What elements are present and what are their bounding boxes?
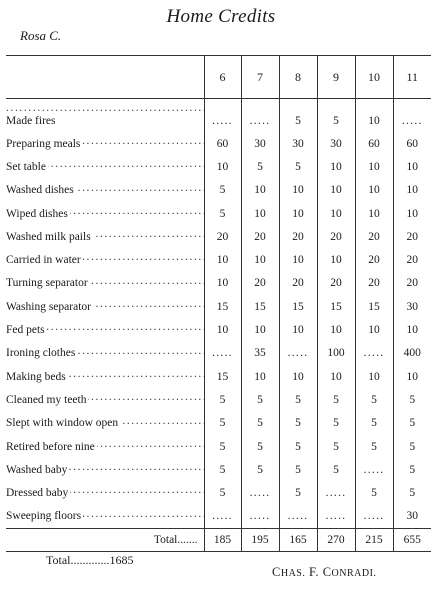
table-row	[6, 248, 431, 271]
table-row	[6, 412, 431, 435]
page-title: Home Credits	[166, 6, 276, 27]
table-row	[6, 99, 431, 133]
column-header: 8	[279, 56, 317, 99]
row-label: Sweeping floors .....	[6, 505, 204, 529]
table-cell: 5	[279, 458, 317, 481]
table-cell: .....	[317, 481, 355, 504]
table-cell: 10	[393, 155, 431, 178]
table-cell: 10	[279, 318, 317, 341]
table-cell: 5	[241, 435, 279, 458]
table-cell: 5	[204, 435, 241, 458]
header-blank	[6, 56, 204, 99]
table-row	[6, 481, 431, 504]
table-cell: 5	[204, 458, 241, 481]
column-header: 6	[204, 56, 241, 99]
table-cell: 60	[393, 132, 431, 155]
table-cell: 30	[279, 132, 317, 155]
total-cell: 185	[204, 529, 241, 552]
table-row	[6, 155, 431, 178]
table-cell: 10	[204, 155, 241, 178]
table-cell: 15	[279, 295, 317, 318]
table-cell: .....	[204, 342, 241, 365]
table-cell: 10	[279, 248, 317, 271]
table-cell: 5	[204, 179, 241, 202]
table-cell: .....	[241, 505, 279, 529]
grand-total-value: 1685	[109, 553, 134, 567]
table-row	[6, 132, 431, 155]
table-cell: .....	[279, 342, 317, 365]
signature: CHAS. F. CONRADI.	[272, 565, 377, 579]
table-cell: 15	[317, 295, 355, 318]
table-cell: 5	[241, 388, 279, 411]
table-row	[6, 505, 431, 529]
table-cell: 20	[204, 225, 241, 248]
total-row	[6, 529, 431, 552]
table-row	[6, 342, 431, 365]
header-row	[6, 56, 431, 99]
table-cell: 20	[355, 248, 393, 271]
table-cell: .....	[355, 505, 393, 529]
table-cell: 400	[393, 342, 431, 365]
table-cell: 5	[241, 155, 279, 178]
row-label: Washing separator .....	[6, 295, 204, 318]
table-cell: 10	[317, 365, 355, 388]
table-cell: 5	[317, 435, 355, 458]
column-header: 10	[355, 56, 393, 99]
table-cell: 10	[355, 202, 393, 225]
table-cell: 20	[279, 225, 317, 248]
table-cell: .....	[279, 505, 317, 529]
table-cell: 5	[317, 388, 355, 411]
table-cell: 20	[393, 272, 431, 295]
table-cell: 10	[317, 248, 355, 271]
credits-table	[6, 55, 431, 552]
row-label: Washed baby .....	[6, 458, 204, 481]
row-label: Fed pets .....	[6, 318, 204, 341]
table-cell: 10	[355, 155, 393, 178]
row-label: Turning separator .....	[6, 272, 204, 295]
table-cell: .....	[393, 99, 431, 133]
table-cell: 100	[317, 342, 355, 365]
table-cell: 10	[279, 202, 317, 225]
table-cell: 60	[355, 132, 393, 155]
row-label: Cleaned my teeth .....	[6, 388, 204, 411]
table-cell: 5	[279, 435, 317, 458]
table-row	[6, 202, 431, 225]
table-cell: 10	[317, 202, 355, 225]
table-row	[6, 318, 431, 341]
total-cell: 270	[317, 529, 355, 552]
grand-total	[46, 553, 134, 568]
row-label: Retired before nine .....	[6, 435, 204, 458]
column-header: 7	[241, 56, 279, 99]
row-label: Washed milk pails .....	[6, 225, 204, 248]
table-cell: 10	[355, 179, 393, 202]
table-cell: .....	[204, 505, 241, 529]
table-row	[6, 272, 431, 295]
row-label: Made fires .....	[6, 99, 204, 133]
table-cell: 20	[393, 248, 431, 271]
table-cell: 10	[393, 202, 431, 225]
dot-leader: .............	[70, 553, 110, 567]
student-name: Rosa C.	[20, 28, 62, 43]
table-cell: 5	[317, 412, 355, 435]
table-cell: 10	[393, 179, 431, 202]
column-header: 9	[317, 56, 355, 99]
table-row	[6, 435, 431, 458]
table-cell: .....	[241, 99, 279, 133]
table-cell: 10	[204, 272, 241, 295]
table-cell: 10	[204, 318, 241, 341]
table-cell: 30	[241, 132, 279, 155]
table-cell: 5	[204, 481, 241, 504]
row-label: Carried in water .....	[6, 248, 204, 271]
table-cell: 30	[393, 295, 431, 318]
table-cell: 5	[279, 99, 317, 133]
table-cell: 10	[355, 99, 393, 133]
table-cell: 5	[393, 412, 431, 435]
table-cell: 5	[241, 412, 279, 435]
table-cell: 10	[393, 318, 431, 341]
table-cell: 5	[393, 481, 431, 504]
grand-total-label: Total	[46, 553, 71, 567]
table-cell: 15	[204, 295, 241, 318]
row-label: Ironing clothes .....	[6, 342, 204, 365]
total-cell: 195	[241, 529, 279, 552]
total-label: Total.......	[6, 529, 204, 552]
table-cell: 5	[279, 155, 317, 178]
table-cell: 5	[355, 435, 393, 458]
table-cell: 20	[241, 272, 279, 295]
table-cell: .....	[204, 99, 241, 133]
table-cell: 5	[393, 458, 431, 481]
row-label: Dressed baby .....	[6, 481, 204, 504]
table-cell: 5	[355, 388, 393, 411]
table-cell: 10	[355, 318, 393, 341]
table-cell: 5	[317, 458, 355, 481]
table-cell: 5	[204, 388, 241, 411]
column-header: 11	[393, 56, 431, 99]
table-cell: 10	[317, 318, 355, 341]
table-cell: 10	[241, 365, 279, 388]
table-cell: 20	[355, 272, 393, 295]
table-cell: 10	[241, 318, 279, 341]
table-cell: .....	[241, 481, 279, 504]
total-cell: 655	[393, 529, 431, 552]
table-cell: 10	[279, 365, 317, 388]
table-row	[6, 179, 431, 202]
table-cell: 5	[317, 99, 355, 133]
row-label: Making beds .....	[6, 365, 204, 388]
row-label: Slept with window open .....	[6, 412, 204, 435]
table-cell: 5	[355, 481, 393, 504]
table-cell: 20	[393, 225, 431, 248]
table-cell: 5	[355, 412, 393, 435]
table-cell: 10	[241, 179, 279, 202]
table-cell: 10	[204, 248, 241, 271]
table-cell: 20	[317, 225, 355, 248]
table-cell: 5	[279, 481, 317, 504]
table-row	[6, 458, 431, 481]
table-cell: 5	[393, 388, 431, 411]
table-row	[6, 225, 431, 248]
table-cell: 10	[317, 179, 355, 202]
table-cell: 20	[317, 272, 355, 295]
table-cell: 5	[204, 412, 241, 435]
table-cell: 15	[241, 295, 279, 318]
table-cell: 20	[241, 225, 279, 248]
table-cell: 20	[279, 272, 317, 295]
table-cell: 30	[393, 505, 431, 529]
table-cell: 5	[241, 458, 279, 481]
table-cell: 10	[317, 155, 355, 178]
table-cell: 10	[393, 365, 431, 388]
table-cell: 5	[393, 435, 431, 458]
table-cell: 15	[204, 365, 241, 388]
row-label: Preparing meals .....	[6, 132, 204, 155]
table-cell: 10	[279, 179, 317, 202]
table-cell: 5	[279, 388, 317, 411]
table-cell: 5	[279, 412, 317, 435]
table-row	[6, 388, 431, 411]
total-cell: 215	[355, 529, 393, 552]
table-cell: 15	[355, 295, 393, 318]
table-cell: 10	[355, 365, 393, 388]
table-cell: .....	[317, 505, 355, 529]
table-row	[6, 295, 431, 318]
table-cell: 30	[317, 132, 355, 155]
table-cell: 10	[241, 248, 279, 271]
table-cell: 35	[241, 342, 279, 365]
table-cell: .....	[355, 458, 393, 481]
table-cell: 20	[355, 225, 393, 248]
row-label: Wiped dishes .....	[6, 202, 204, 225]
row-label: Washed dishes .....	[6, 179, 204, 202]
table-cell: .....	[355, 342, 393, 365]
table-cell: 5	[204, 202, 241, 225]
row-label: Set table .....	[6, 155, 204, 178]
table-cell: 10	[241, 202, 279, 225]
table-cell: 60	[204, 132, 241, 155]
total-cell: 165	[279, 529, 317, 552]
table-row	[6, 365, 431, 388]
